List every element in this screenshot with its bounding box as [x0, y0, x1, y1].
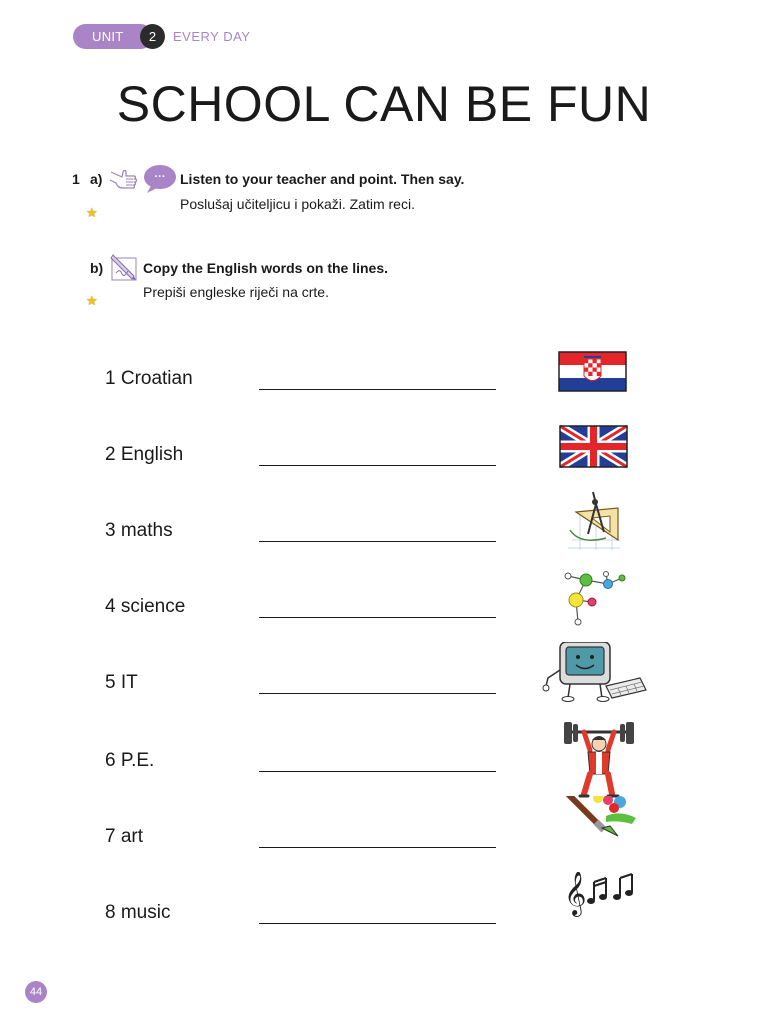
- vocab-word: 6 P.E.: [105, 750, 155, 771]
- vocab-row: [0, 444, 768, 520]
- writing-line[interactable]: [259, 541, 496, 542]
- writing-line[interactable]: [259, 693, 496, 694]
- svg-text:𝄞: 𝄞: [564, 872, 587, 915]
- vocab-word: 5 IT: [105, 672, 138, 693]
- instruction-b-en: Copy the English words on the lines.: [143, 260, 389, 276]
- croatian-flag-icon: [540, 338, 650, 398]
- smiling-computer-icon: [540, 642, 650, 702]
- page-title: SCHOOL CAN BE FUN: [116, 76, 652, 132]
- vocab-row: [0, 826, 768, 902]
- vocab-word: 4 science: [105, 596, 186, 617]
- exercise-number: 1: [72, 171, 80, 187]
- vocab-word: 3 maths: [105, 520, 173, 541]
- weightlifter-icon: [540, 720, 650, 798]
- unit-title: EVERY DAY: [173, 29, 251, 44]
- star-icon: ★: [86, 205, 98, 220]
- vocab-row: [0, 750, 768, 826]
- unit-number-badge: 2: [140, 24, 165, 49]
- vocab-row: [0, 672, 768, 748]
- writing-line[interactable]: [259, 465, 496, 466]
- speech-bubble-icon: [143, 164, 177, 194]
- pointing-hand-icon: [108, 163, 140, 195]
- vocab-word: 7 art: [105, 826, 144, 847]
- union-jack-icon: [540, 414, 650, 474]
- writing-line[interactable]: [259, 771, 496, 772]
- vocab-row: [0, 368, 768, 444]
- paintbrush-icon: [540, 796, 650, 856]
- instruction-b-hr: Prepiši engleske riječi na crte.: [143, 284, 329, 300]
- music-notes-icon: [540, 872, 650, 932]
- exercise-part-b-letter: b): [90, 260, 104, 276]
- instruction-a-hr: Poslušaj učiteljicu i pokaži. Zatim reci.: [180, 196, 415, 212]
- pencil-writing-icon: [108, 252, 140, 282]
- vocab-word: 2 English: [105, 444, 184, 465]
- compass-and-set-square-icon: [540, 490, 650, 550]
- molecule-icon: [540, 566, 650, 626]
- writing-line[interactable]: [259, 923, 496, 924]
- vocab-word: 1 Croatian: [105, 368, 193, 389]
- writing-line[interactable]: [259, 617, 496, 618]
- vocab-row: [0, 872, 768, 978]
- vocab-row: [0, 596, 768, 672]
- writing-line[interactable]: [259, 847, 496, 848]
- page-number: 44: [25, 981, 47, 1003]
- unit-label: UNIT: [92, 29, 124, 44]
- vocab-row: [0, 520, 768, 596]
- writing-line[interactable]: [259, 389, 496, 390]
- star-icon: ★: [86, 293, 98, 308]
- instruction-a-en: Listen to your teacher and point. Then say.: [180, 171, 465, 187]
- vocab-word: 8 music: [105, 902, 171, 923]
- speech-bubble-dots: ···: [154, 171, 166, 183]
- exercise-part-a-letter: a): [90, 171, 103, 187]
